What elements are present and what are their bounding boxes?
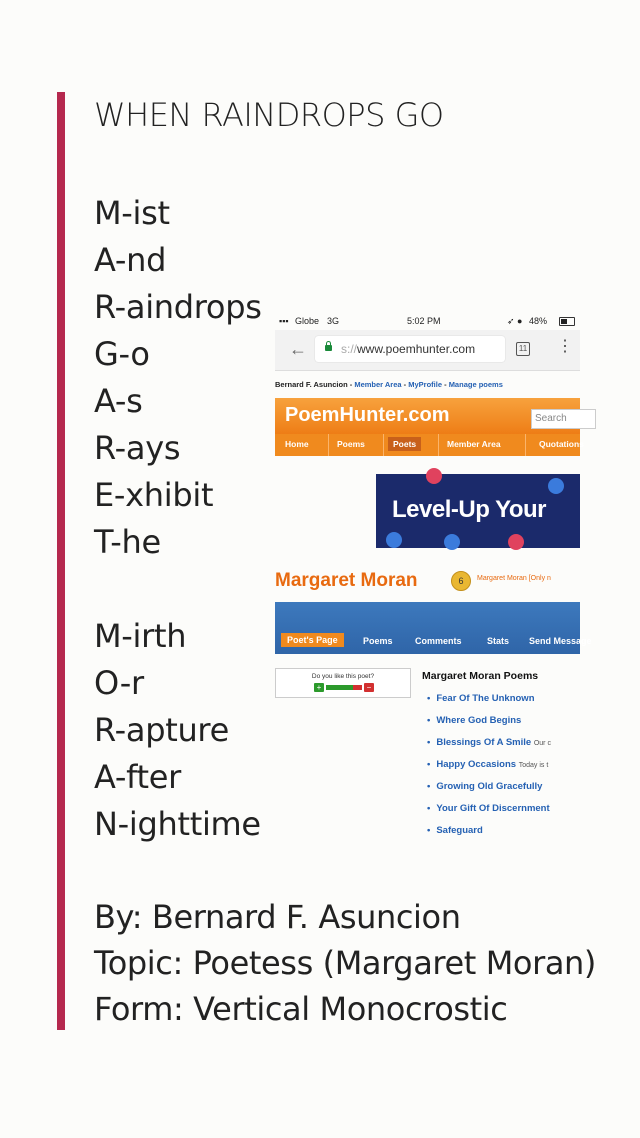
myprofile-link[interactable]: MyProfile: [408, 380, 443, 389]
stanza-gap: [94, 566, 262, 613]
browser-toolbar: [275, 330, 580, 371]
nav-divider: [438, 434, 439, 456]
like-icon: [386, 532, 402, 548]
tabs-count-icon[interactable]: 11: [516, 342, 530, 356]
credits: [94, 894, 596, 1032]
battery-label: 48%: [529, 316, 548, 326]
nav-quotations[interactable]: Quotations: [539, 439, 584, 449]
manage-poems-link[interactable]: Manage poems: [448, 380, 503, 389]
battery-icon: [559, 317, 575, 326]
poet-tabs: [275, 602, 592, 654]
bullet-icon: •: [427, 825, 431, 836]
tab-poets-page[interactable]: Poet's Page: [281, 633, 344, 647]
alarm-icon: ●: [517, 316, 523, 326]
accent-bar: [57, 92, 65, 1030]
credit-form: Form: Vertical Monocrostic: [94, 990, 508, 1028]
bullet-icon: •: [427, 781, 431, 792]
poem-line: N-ighttime: [94, 805, 261, 843]
network-label: 3G: [327, 316, 340, 326]
poet-name: Margaret Moran: [275, 570, 418, 591]
heart-icon: [426, 468, 442, 484]
url-host: www.poemhunter.com: [357, 342, 476, 356]
poem-lines: [94, 190, 262, 848]
poem-list-item[interactable]: [427, 754, 551, 776]
bullet-icon: •: [427, 715, 431, 726]
poem-list-item[interactable]: [427, 820, 551, 842]
poem-line: R-ays: [94, 429, 181, 467]
location-icon: ➶: [507, 316, 515, 326]
poem-list: [427, 688, 551, 842]
heart-icon: [508, 534, 524, 550]
nav-divider: [525, 434, 526, 456]
nav-divider: [383, 434, 384, 456]
nav-member-area[interactable]: Member Area: [447, 439, 501, 449]
site-header: [275, 398, 580, 434]
url-text: [341, 342, 475, 356]
poemhunter-screenshot: [275, 312, 592, 852]
like-poet-box: [275, 668, 411, 698]
poem-excerpt: Today is t: [518, 762, 549, 769]
member-bar: Bernard F. Asuncion - Member Area - MyProfile - Manage poems: [275, 380, 503, 389]
site-search-input[interactable]: Search: [531, 409, 596, 429]
poem-link[interactable]: Your Gift Of Discernment: [436, 803, 550, 814]
ad-headline: Level-Up Your: [392, 496, 546, 523]
member-area-link[interactable]: Member Area: [354, 380, 402, 389]
overflow-menu-icon[interactable]: ⋮: [557, 338, 573, 355]
poem-list-item[interactable]: [427, 776, 551, 798]
poem-list-item[interactable]: [427, 710, 551, 732]
site-logo[interactable]: PoemHunter.com: [285, 404, 450, 426]
rank-medal-icon: 6: [451, 571, 471, 591]
poem-list-item[interactable]: [427, 732, 551, 754]
url-bar[interactable]: [315, 336, 505, 362]
nav-poems[interactable]: Poems: [337, 439, 365, 449]
poem-list-item[interactable]: [427, 688, 551, 710]
nav-divider: [328, 434, 329, 456]
signal-icon: ▪▪▪: [279, 316, 289, 326]
tab-stats[interactable]: Stats: [487, 636, 510, 646]
poem-link[interactable]: Where God Begins: [436, 715, 522, 726]
clock-label: 5:02 PM: [407, 316, 441, 326]
poem-line: R-apture: [94, 711, 229, 749]
bullet-icon: •: [427, 737, 431, 748]
poem-list-item[interactable]: [427, 798, 551, 820]
site-nav: [275, 434, 584, 456]
ad-banner[interactable]: [376, 474, 580, 548]
poem-link[interactable]: Safeguard: [436, 825, 483, 836]
poem-excerpt: Our c: [533, 740, 551, 747]
poem-line: M-ist: [94, 194, 170, 232]
poem-line: R-aindrops: [94, 288, 262, 326]
lock-icon: [325, 345, 332, 351]
poem-line: A-nd: [94, 241, 167, 279]
url-scheme: s://: [341, 342, 358, 356]
poems-heading: Margaret Moran Poems: [422, 670, 539, 682]
poem-line: M-irth: [94, 617, 187, 655]
poem-line: G-o: [94, 335, 150, 373]
credit-author: By: Bernard F. Asuncion: [94, 898, 461, 936]
poem-line: E-xhibit: [94, 476, 214, 514]
member-name: Bernard F. Asuncion: [275, 380, 348, 389]
phone-status-bar: [275, 312, 580, 330]
like-minus-button[interactable]: −: [364, 683, 374, 692]
poem-link[interactable]: Happy Occasions: [436, 759, 517, 770]
poem-line: A-fter: [94, 758, 182, 796]
back-arrow-icon[interactable]: ←: [289, 339, 307, 359]
poem-line: O-r: [94, 664, 144, 702]
poet-subtitle: Margaret Moran [Only n: [477, 575, 551, 582]
like-icon: [444, 534, 460, 550]
like-plus-button[interactable]: +: [314, 683, 324, 692]
credit-topic: Topic: Poetess (Margaret Moran): [94, 944, 597, 982]
bullet-icon: •: [427, 759, 431, 770]
nav-home[interactable]: Home: [285, 439, 309, 449]
like-question: Do you like this poet?: [311, 673, 375, 680]
nav-poets[interactable]: Poets: [388, 437, 421, 451]
poem-link[interactable]: Growing Old Gracefully: [436, 781, 543, 792]
poem-title: WHEN RAINDROPS GO: [94, 96, 444, 134]
tab-send-message[interactable]: Send Message: [529, 636, 592, 646]
carrier-label: Globe: [295, 316, 320, 326]
poem-link[interactable]: Fear Of The Unknown: [436, 693, 535, 704]
bullet-icon: •: [427, 803, 431, 814]
tab-comments[interactable]: Comments: [415, 636, 462, 646]
poem-link[interactable]: Blessings Of A Smile: [436, 737, 532, 748]
tab-poems[interactable]: Poems: [363, 636, 393, 646]
poem-line: T-he: [94, 523, 161, 561]
like-icon: [548, 478, 564, 494]
bullet-icon: •: [427, 693, 431, 704]
poem-line: A-s: [94, 382, 143, 420]
like-meter: [326, 685, 362, 690]
